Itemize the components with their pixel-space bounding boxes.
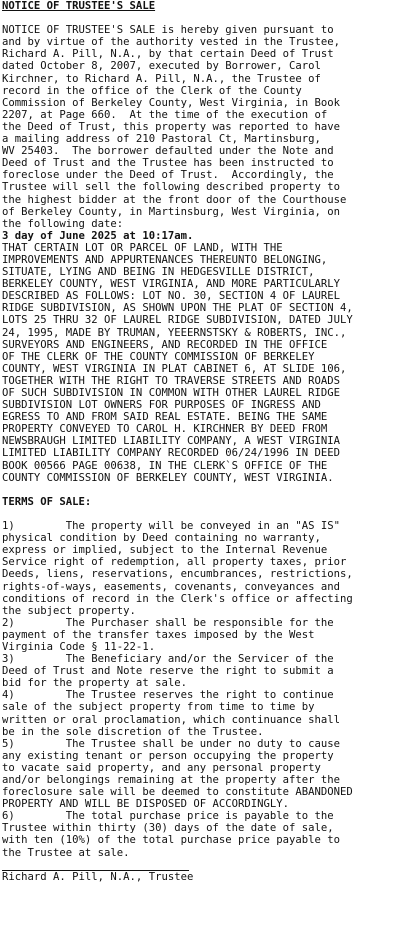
term-line: foreclosure sale will be deemed to constitute ABANDONED — [2, 786, 353, 799]
term-line: Deeds, liens, reservations, encumbrances, restrictions, — [2, 568, 353, 581]
term-line: 2) The Purchaser shall be responsible for the — [2, 616, 334, 629]
term-line: Service right of redemption, all property taxes, prior — [2, 556, 347, 569]
property-line: DESCRIBED AS FOLLOWS: LOT NO. 30, SECTION 4 OF LAUREL — [2, 290, 341, 303]
property-description — [2, 242, 398, 484]
property-line: LIMITED LIABILITY COMPANY RECORDED 06/24/1996 IN DEED — [2, 447, 341, 460]
term-line: sale of the subject property from time to time by — [2, 701, 315, 714]
property-line: NEWSBRAUGH LIMITED LIABILITY COMPANY, A WEST VIRGINIA — [2, 435, 341, 448]
term-line: any existing tenant or person occupying the property — [2, 749, 334, 762]
property-line: SITUATE, LYING AND BEING IN HEDGESVILLE DISTRICT, — [2, 266, 315, 279]
term-line: Trustee within thirty (30) days of the date of sale, — [2, 822, 334, 835]
property-line: OF THE CLERK OF THE COUNTY COMMISSION OF BERKELEY — [2, 350, 315, 363]
intro-line: record in the office of the Clerk of the County — [2, 84, 302, 97]
spacer — [2, 12, 398, 24]
term-line: the subject property. — [2, 604, 136, 617]
property-line: LOTS 25 THRU 32 OF LAUREL RIDGE SUBDIVISION, DATED JULY — [2, 314, 353, 327]
property-line: THAT CERTAIN LOT OR PARCEL OF LAND, WITH THE — [2, 241, 283, 254]
term-item — [2, 810, 398, 858]
property-line: BOOK 00566 PAGE 00638, IN THE CLERK`S OFFICE OF THE — [2, 459, 328, 472]
intro-line: Kirchner, to Richard A. Pill, N.A., the Trustee of — [2, 72, 321, 85]
term-line: rights-of-ways, easements, covenants, conveyances and — [2, 580, 341, 593]
term-line: 5) The Trustee shall be under no duty to cause — [2, 737, 341, 750]
property-line: COUNTY COMMISSION OF BERKELEY COUNTY, WEST VIRGINIA. — [2, 471, 334, 484]
intro-line: the Deed of Trust, this property was reported to have — [2, 120, 341, 133]
term-line: and/or belongings remaining at the property after the — [2, 774, 341, 786]
term-line: be in the sole discretion of the Trustee. — [2, 725, 264, 738]
property-line: COUNTY, WEST VIRGINIA IN PLAT CABINET 6, AT SLIDE 106, — [2, 362, 347, 375]
term-item — [2, 653, 398, 689]
term-line: express or implied, subject to the Internal Revenue — [2, 544, 328, 557]
term-line: physical condition by Deed containing no warranty, — [2, 532, 321, 545]
sale-date: 3 day of June 2025 at 10:17am. — [2, 229, 194, 242]
term-line: payment of the transfer taxes imposed by the West — [2, 628, 315, 641]
term-line: 4) The Trustee reserves the right to continue — [2, 689, 334, 702]
property-line: EGRESS TO AND FROM SAID REAL ESTATE. BEING THE SAME — [2, 411, 328, 424]
property-line: SURVEYORS AND ENGINEERS, AND RECORDED IN THE OFFICE — [2, 338, 328, 351]
intro-line: 2207, at Page 660. At the time of the execution of — [2, 108, 328, 121]
term-line: the Trustee at sale. — [2, 846, 130, 859]
intro-line: of Berkeley County, in Martinsburg, West Virginia, on — [2, 205, 341, 218]
intro-line: NOTICE OF TRUSTEE'S SALE is hereby given pursuant to — [2, 24, 334, 37]
intro-line: the following date: — [2, 217, 124, 230]
intro-line: WV 25403. The borrower defaulted under the Note and — [2, 145, 334, 158]
property-line: SUBDIVISION LOT OWNERS FOR PURPOSES OF INGRESS AND — [2, 399, 321, 412]
spacer — [2, 484, 398, 496]
intro-line: Deed of Trust and the Trustee has been instructed to — [2, 157, 334, 170]
term-line: 6) The total purchase price is payable to the — [2, 810, 334, 823]
property-line: PROPERTY CONVEYED TO CAROL H. KIRCHNER BY DEED FROM — [2, 423, 328, 436]
terms-list — [2, 520, 398, 859]
property-line: 24, 1995, MADE BY TRUMAN, YEEERNSTSKY & ROBERTS, INC., — [2, 326, 347, 339]
intro-paragraph — [2, 24, 398, 230]
intro-line: Trustee will sell the following described property to — [2, 181, 341, 194]
term-line: PROPERTY AND WILL BE DISPOSED OF ACCORDINGLY. — [2, 798, 290, 811]
term-line: conditions of record in the Clerk's office or affecting — [2, 592, 353, 605]
property-line: OF SUCH SUBDIVISION IN COMMON WITH OTHER LAUREL RIDGE — [2, 387, 341, 399]
notice-title: NOTICE OF TRUSTEE'S SALE — [2, 0, 156, 12]
term-item — [2, 520, 398, 617]
term-item — [2, 689, 398, 737]
property-line: TOGETHER WITH THE RIGHT TO TRAVERSE STREETS AND ROADS — [2, 374, 341, 387]
term-line: to vacate said property, and any personal property — [2, 761, 321, 774]
term-line: Virginia Code § 11-22-1. — [2, 640, 156, 653]
term-item — [2, 738, 398, 811]
terms-heading: TERMS OF SALE: — [2, 495, 92, 508]
intro-line: Commission of Berkeley County, West Virginia, in Book — [2, 96, 341, 109]
term-line: 3) The Beneficiary and/or the Servicer of the — [2, 653, 334, 666]
term-line: written or oral proclamation, which continuance shall — [2, 713, 341, 726]
intro-line: and by virtue of the authority vested in the Trustee, — [2, 36, 341, 49]
term-item — [2, 617, 398, 653]
term-line: Deed of Trust and Note reserve the right to submit a — [2, 665, 334, 678]
term-line: with ten (10%) of the total purchase price payable to — [2, 834, 341, 847]
spacer — [2, 508, 398, 520]
intro-line: a mailing address of 210 Pastoral Ct, Martinsburg, — [2, 133, 321, 146]
property-line: RIDGE SUBDIVISION, AS SHOWN UPON THE PLAT OF SECTION 4, — [2, 302, 353, 315]
intro-line: Richard A. Pill, N.A., by that certain Deed of Trust — [2, 48, 334, 61]
property-line: IMPROVEMENTS AND APPURTENANCES THEREUNTO BELONGING, — [2, 253, 328, 266]
intro-line: dated October 8, 2007, executed by Borrower, Carol — [2, 60, 321, 73]
property-line: BERKELEY COUNTY, WEST VIRGINIA, AND MORE PARTICULARLY — [2, 278, 341, 291]
term-line: 1) The property will be conveyed in an "AS IS" — [2, 520, 341, 533]
signature-name: Richard A. Pill, N.A., Trustee — [2, 870, 194, 883]
intro-line: the highest bidder at the front door of the Courthouse — [2, 193, 347, 206]
intro-line: foreclose under the Deed of Trust. Accordingly, the — [2, 169, 334, 182]
term-line: bid for the property at sale. — [2, 677, 187, 690]
